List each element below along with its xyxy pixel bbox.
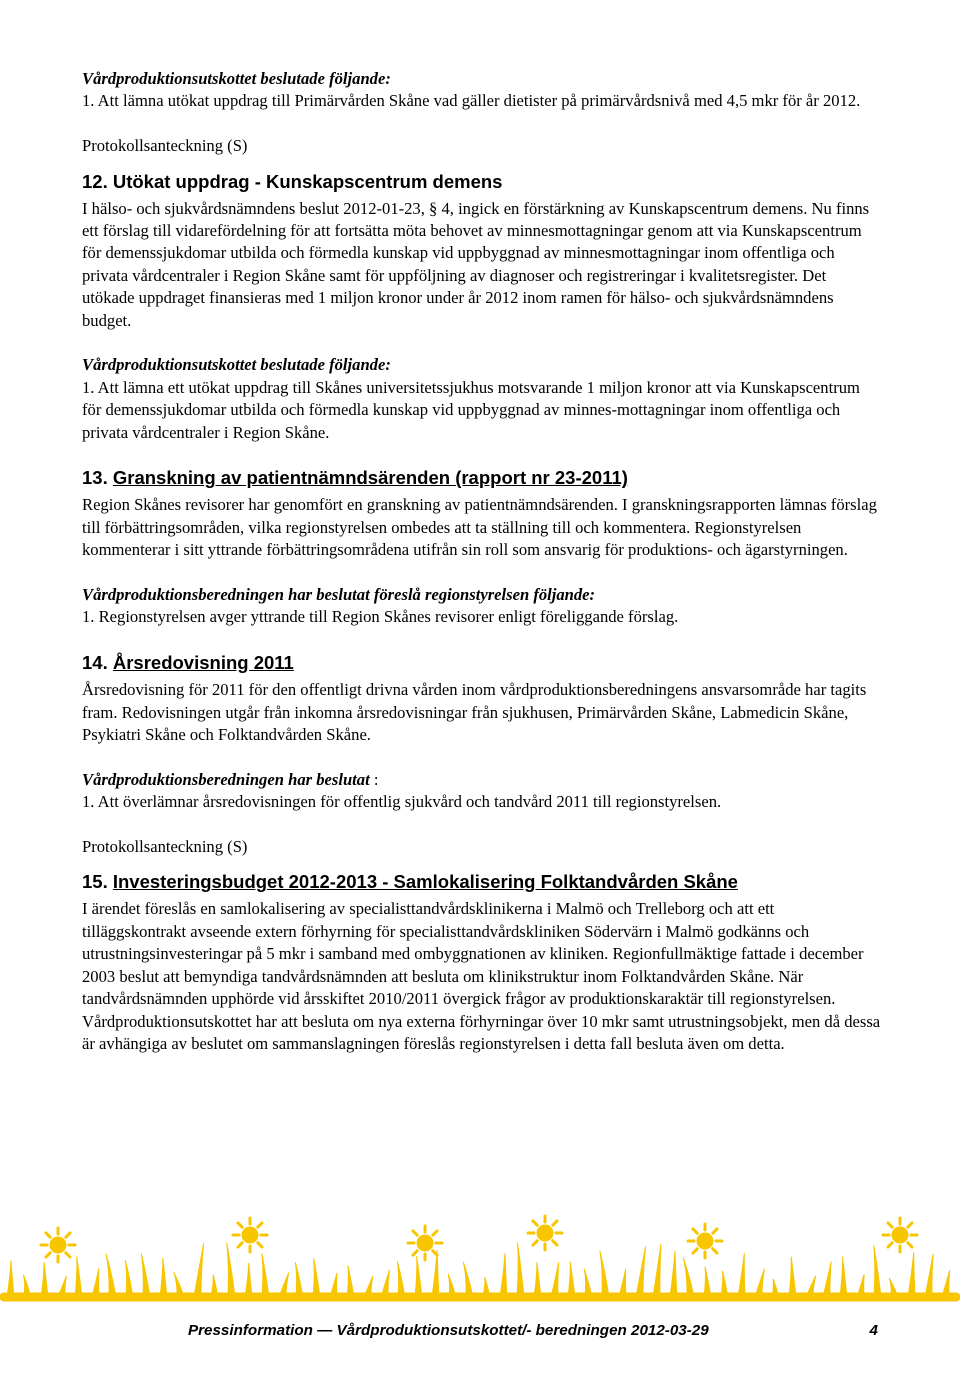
decor-sun-ray [713, 1229, 717, 1233]
decor-sun-ray [908, 1223, 912, 1227]
decorative-sun-band [0, 1205, 960, 1315]
section-12-body: I hälso- och sjukvårdsnämndens beslut 2012-01-23, § 4, ingick en förstärkning av Kunskapscentrum demens. Nu finns ett förslag till vidarefördelning för att fortsätta möta behovet av minnesmottagningar genom att via Kunskapscentrum för demenssjukdomar utbilda och förmedla kunskap vid uppbyggnad av minnesmottagningar inom offentliga och privata vårdcentraler i Region Skåne samt för uppföljning av diagnoser och registreringar i kvalitetsregister. Det utökade uppdraget finansieras med 1 miljon kronor under år 2012 inom ramen för hälso- och sjukvårdsnämndens budget. [82, 198, 870, 330]
decor-grass-blade [125, 1260, 133, 1297]
decor-grass-blade [7, 1260, 14, 1297]
section-14-body: Årsredovisning för 2011 för den offentligt drivna vården inom vårdproduktionsberedningens ansvarsområde har tagits fram. Redovisningen utgår från inkomna årsredovisningar från sjukhusen, Primärvården Skåne, Labmedicin Skåne, Psykiatri Skåne och Folktandvården Skåne. [82, 680, 867, 745]
decision-heading: Vårdproduktionsutskottet beslutade följande: [82, 69, 391, 88]
decor-sun-ray [533, 1241, 537, 1245]
decor-grass-blade [721, 1271, 728, 1297]
decor-grass-blade [330, 1273, 337, 1297]
decor-sun-ray [888, 1243, 892, 1247]
decor-grass-blade [194, 1243, 204, 1297]
decor-grass-blade [75, 1257, 82, 1297]
decor-sun-ray [908, 1243, 912, 1247]
section-number: 12. [82, 170, 108, 192]
decor-sun-ray [433, 1251, 437, 1255]
decor-sun [892, 1227, 908, 1243]
decor-grass-blade [653, 1244, 661, 1297]
page-number: 4 [869, 1322, 878, 1339]
decor-grass-blade [636, 1246, 646, 1297]
footer-text: Pressinformation — Vårdproduktionsutskottet/- beredningen 2012-03-29 [188, 1322, 709, 1339]
decision-heading: Vårdproduktionsberedningen har beslutat föreslå regionstyrelsen följande: [82, 585, 596, 605]
decor-grass-blade [211, 1274, 218, 1297]
decor-grass-blade [551, 1262, 559, 1297]
decor-grass-blade [262, 1253, 269, 1297]
decor-grass-blade [160, 1258, 167, 1297]
section-number: 15. [82, 871, 108, 893]
decor-grass-blade [619, 1269, 626, 1297]
decor-grass-blade [517, 1243, 524, 1297]
decor-sun-ray [238, 1223, 242, 1227]
decor-grass-blade [347, 1266, 354, 1297]
decor-grass-blade [704, 1267, 711, 1297]
decor-sun-ray [413, 1251, 417, 1255]
section-title: Utökat uppdrag - Kunskapscentrum demens [112, 170, 503, 192]
decor-grass-blade [463, 1262, 473, 1297]
page-footer [188, 1322, 878, 1339]
decision-heading: Vårdproduktionsutskottet beslutade följande: [82, 355, 391, 375]
decor-grass-blade [772, 1279, 779, 1297]
decor-sun-ray [258, 1223, 262, 1227]
decor-grass-blade [568, 1262, 575, 1297]
decor-grass-blade [925, 1254, 933, 1297]
decision-item: 1. Att lämna utökat uppdrag till Primärvården Skåne vad gäller dietister på primärvårdsnivå med 4,5 mkr för år 2012. [82, 91, 861, 111]
decor-sun [697, 1233, 713, 1249]
decor-sun-ray [553, 1241, 557, 1245]
decor-sun [242, 1227, 258, 1243]
decor-grass-blade [141, 1253, 150, 1297]
section-14-heading [82, 651, 882, 675]
decor-grass-blade [534, 1262, 541, 1297]
section-number: 14. [82, 652, 108, 674]
decor-sun-ray [693, 1229, 697, 1233]
decor-grass-blade [415, 1256, 422, 1297]
decor-grass-blade [58, 1276, 66, 1297]
decision-item: 1. Att överlämnar årsredovisningen för offentlig sjukvård och tandvård 2011 till regionstyrelsen. [82, 792, 722, 812]
section-13-heading [82, 466, 882, 490]
decor-grass-blade [789, 1257, 796, 1297]
decor-sun-ray [46, 1253, 50, 1257]
decor-sun-ray [46, 1233, 50, 1237]
decor-grass-blade [448, 1274, 456, 1297]
decor-sun [417, 1235, 433, 1251]
decor-grass-blade [92, 1268, 99, 1297]
decor-grass-blade [106, 1254, 116, 1297]
decor-grass-blade [857, 1274, 864, 1297]
decision-heading: Vårdproduktionsberedningen har beslutat [82, 769, 370, 789]
decor-grass-blade [670, 1251, 677, 1297]
section-title: Årsredovisning 2011 [112, 652, 294, 674]
decor-grass-blade [942, 1270, 950, 1297]
decor-grass-blade [874, 1245, 881, 1297]
section-title: Granskning av patientnämndsärenden (rapport nr 23-2011) [112, 467, 628, 489]
decor-sun-ray [413, 1231, 417, 1235]
decor-sun [537, 1225, 553, 1241]
section-15-heading [82, 870, 882, 894]
decor-grass-blade [41, 1262, 48, 1297]
section-13-body: Region Skånes revisorer har genomfört en granskning av patientnämndsärenden. I granskningsrapporten lämnas förslag till förbättringsområden, vilka regionstyrelsen ombedes att ta ställning till och kommentera. Regionstyrelsen kommenterar i sitt yttrande förbättringsområdena utifrån sin roll som ansvarig för produktions- och ägarstyrningen. [82, 495, 877, 560]
decor-sun-ray [713, 1249, 717, 1253]
decision-item: 1. Regionstyrelsen avger yttrande till Region Skånes revisorer enligt föreliggande förslag. [82, 607, 679, 627]
decor-grass-blade [483, 1277, 490, 1297]
decor-grass-blade [738, 1253, 745, 1297]
protocol-note: Protokollsanteckning (S) [82, 136, 248, 156]
decor-grass-blade [227, 1243, 235, 1297]
decision-colon: : [373, 769, 379, 789]
decor-sun-ray [553, 1221, 557, 1225]
section-15-body: I ärendet föreslås en samlokalisering av specialisttandvårdsklinikerna i Malmö och Trelleborg och att ett tilläggskontrakt avseende extern förhyrning för specialisttandvårdskliniken Södervärn i Malmö godkänns och utrustningsinvesteringar på 5 mkr i samband med ombyggnationen av kliniken. Regionfullmäktige fattade i december 2003 beslut att bemyndiga tandvårdsnämnden att besluta om klinikstruktur inom Folktandvården Skåne. När tandvårdsnämnden upphörde vid årsskiftet 2010/2011 övergick frågor av produktionskaraktär till regionstyrelsen. Vårdproduktionsutskottet har att besluta om nya externa förhyrningar över 10 mkr samt utrustningsobjekt, men då dessa är avhängiga av beslutet om sammanslagningen föreslås regionstyrelsen i detta fall besluta även om detta. [82, 899, 881, 1053]
decor-grass-blade [908, 1252, 915, 1297]
decor-grass-blade [381, 1270, 389, 1297]
decor-sun-ray [238, 1243, 242, 1247]
decision-item: 1. Att lämna ett utökat uppdrag till Skånes universitetssjukhus motsvarande 1 miljon kronor att via Kunskapscentrum för demenssjukdomar utbilda och förmedla kunskap vid uppbyggnad av minnes-mottagningar inom offentliga och privata vårdcentraler i Region Skåne. [82, 377, 860, 442]
decor-grass-blade [23, 1275, 31, 1297]
decor-grass-blade [600, 1251, 609, 1297]
protocol-note: Protokollsanteckning (S) [82, 837, 248, 857]
decor-grass-blade [683, 1258, 694, 1297]
decision-heading-line [82, 769, 882, 791]
decor-grass-blade [584, 1269, 592, 1297]
decor-grass-blade [313, 1258, 320, 1297]
decor-grass-blade [500, 1253, 507, 1297]
decor-sun-ray [888, 1223, 892, 1227]
section-number: 13. [82, 467, 108, 489]
decor-grass-blade [432, 1250, 439, 1297]
decor-sun-ray [433, 1231, 437, 1235]
decor-grass-blade [295, 1262, 303, 1297]
decor-sun-ray [66, 1233, 70, 1237]
decor-grass-blade [823, 1262, 831, 1297]
decor-sun [50, 1237, 66, 1253]
section-12-heading [82, 170, 882, 194]
decor-sun-ray [258, 1243, 262, 1247]
decor-sun-ray [66, 1253, 70, 1257]
decor-grass-blade [840, 1257, 847, 1297]
decor-sun-ray [693, 1249, 697, 1253]
decor-sun-ray [533, 1221, 537, 1225]
decor-grass-blade [245, 1263, 252, 1297]
section-title: Investeringsbudget 2012-2013 - Samlokalisering Folktandvården Skåne [112, 871, 738, 893]
document-body [82, 68, 882, 1055]
decor-grass-blade [397, 1261, 405, 1297]
